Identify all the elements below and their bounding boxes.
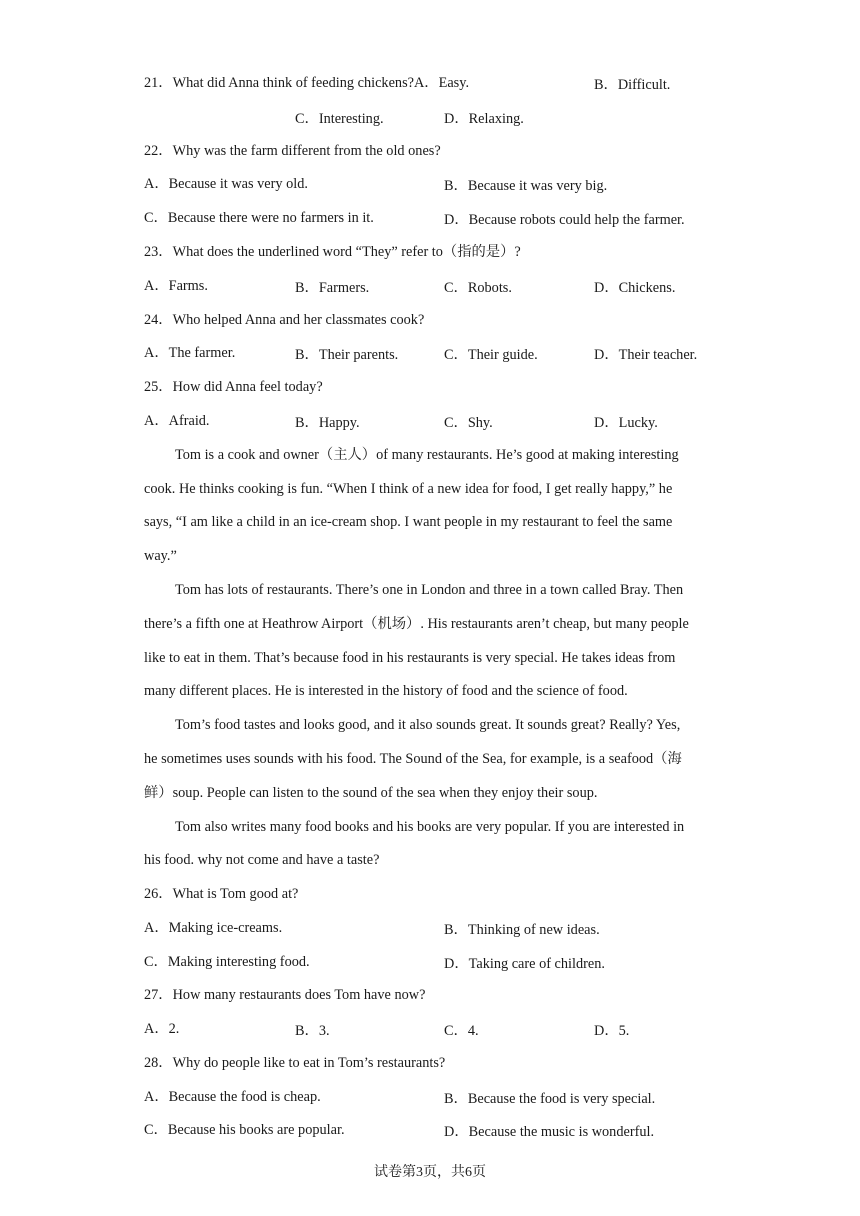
passage-p2-line4: many different places. He is interested in the history of food and the science of food. xyxy=(144,683,628,699)
passage-p1-line4: way.” xyxy=(144,548,177,564)
question-21-stem: 21．What did Anna think of feeding chickens?A．Easy. xyxy=(144,75,470,91)
question-28-stem: 28．Why do people like to eat in Tom’s restaurants? xyxy=(144,1055,446,1071)
q23-option-d[interactable]: D．Chickens. xyxy=(594,280,676,296)
question-24-stem: 24．Who helped Anna and her classmates cook? xyxy=(144,312,425,328)
question-22-stem: 22．Why was the farm different from the old ones? xyxy=(144,143,441,159)
passage-p1-line1: Tom is a cook and owner（主人）of many restaurants. He’s good at making interesting xyxy=(175,447,679,463)
q25-option-b[interactable]: B．Happy. xyxy=(295,415,360,431)
q23-option-b[interactable]: B．Farmers. xyxy=(295,280,370,296)
q28-option-d[interactable]: D．Because the music is wonderful. xyxy=(444,1124,655,1140)
q27-option-c[interactable]: C．4. xyxy=(444,1023,479,1039)
q25-option-d[interactable]: D．Lucky. xyxy=(594,415,658,431)
question-26-stem: 26．What is Tom good at? xyxy=(144,886,299,902)
passage-p4-line1: Tom also writes many food books and his books are very popular. If you are interested in xyxy=(175,819,685,835)
passage-p3-line2: he sometimes uses sounds with his food. The Sound of the Sea, for example, is a seafood（海 xyxy=(144,751,682,767)
q22-option-b[interactable]: B．Because it was very big. xyxy=(444,178,608,194)
passage-p3-line3: 鲜）soup. People can listen to the sound of the sea when they enjoy their soup. xyxy=(144,785,598,801)
q25-option-a[interactable]: A．Afraid. xyxy=(144,413,210,429)
q21-option-a[interactable]: A．Easy. xyxy=(413,75,470,91)
question-25-stem: 25．How did Anna feel today? xyxy=(144,379,323,395)
q26-option-a[interactable]: A．Making ice-creams. xyxy=(144,920,283,936)
passage-p2-line3: like to eat in them. That’s because food in his restaurants is very special. He takes ideas from xyxy=(144,650,676,666)
q21-option-b[interactable]: B．Difficult. xyxy=(594,77,671,93)
q25-option-c[interactable]: C．Shy. xyxy=(444,415,493,431)
question-27-stem: 27．How many restaurants does Tom have now? xyxy=(144,987,426,1003)
q24-option-b[interactable]: B．Their parents. xyxy=(295,347,399,363)
q24-option-d[interactable]: D．Their teacher. xyxy=(594,347,698,363)
passage-p1-line2: cook. He thinks cooking is fun. “When I think of a new idea for food, I get really happy,” he xyxy=(144,481,673,497)
q22-option-a[interactable]: A．Because it was very old. xyxy=(144,176,308,192)
q22-option-d[interactable]: D．Because robots could help the farmer. xyxy=(444,212,685,228)
q23-option-c[interactable]: C．Robots. xyxy=(444,280,512,296)
passage-p3-line1: Tom’s food tastes and looks good, and it also sounds great. It sounds great? Really? Yes, xyxy=(175,717,681,733)
q26-option-d[interactable]: D．Taking care of children. xyxy=(444,956,605,972)
passage-p4-line2: his food. why not come and have a taste? xyxy=(144,852,380,868)
question-23-stem: 23．What does the underlined word “They” refer to（指的是）? xyxy=(144,244,521,260)
q27-option-b[interactable]: B．3. xyxy=(295,1023,330,1039)
page-footer: 试卷第3页，共6页 xyxy=(374,1165,486,1180)
q23-option-a[interactable]: A．Farms. xyxy=(144,278,208,294)
q26-option-b[interactable]: B．Thinking of new ideas. xyxy=(444,922,600,938)
passage-p2-line2: there’s a fifth one at Heathrow Airport（机场）. His restaurants aren’t cheap, but many people xyxy=(144,616,689,632)
q27-option-a[interactable]: A．2. xyxy=(144,1021,180,1037)
passage-p1-line3: says, “I am like a child in an ice-cream shop. I want people in my restaurant to feel the same xyxy=(144,514,673,530)
passage-p2-line1: Tom has lots of restaurants. There’s one in London and three in a town called Bray. Then xyxy=(175,582,684,598)
q21-option-d[interactable]: D．Relaxing. xyxy=(444,111,524,127)
q28-option-b[interactable]: B．Because the food is very special. xyxy=(444,1091,656,1107)
q28-option-a[interactable]: A．Because the food is cheap. xyxy=(144,1089,321,1105)
q22-option-c[interactable]: C．Because there were no farmers in it. xyxy=(144,210,374,226)
q21-option-c[interactable]: C．Interesting. xyxy=(295,111,384,127)
q26-option-c[interactable]: C．Making interesting food. xyxy=(144,954,310,970)
q24-option-a[interactable]: A．The farmer. xyxy=(144,345,236,361)
q27-option-d[interactable]: D．5. xyxy=(594,1023,630,1039)
q28-option-c[interactable]: C．Because his books are popular. xyxy=(144,1122,345,1138)
q24-option-c[interactable]: C．Their guide. xyxy=(444,347,538,363)
